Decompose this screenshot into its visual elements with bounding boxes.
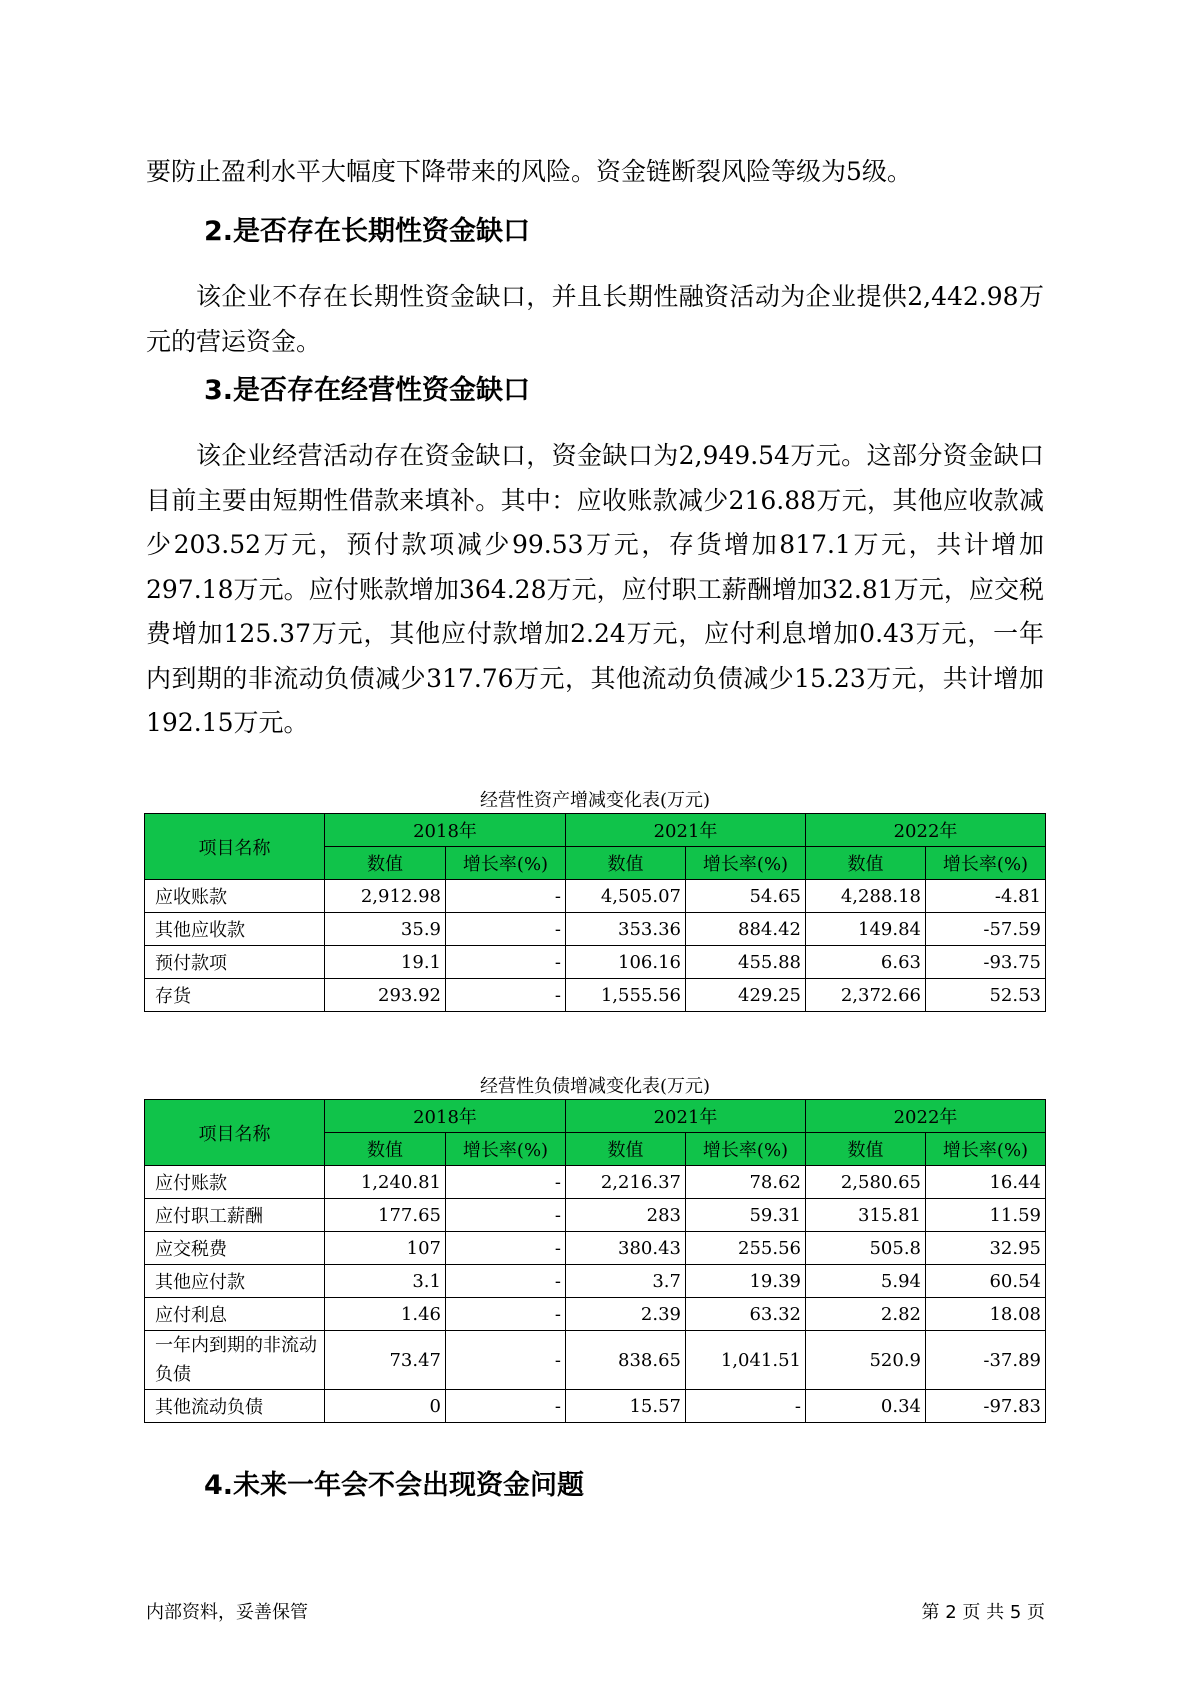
value-cell: 2,216.37 (566, 1166, 686, 1199)
value-cell: 2,372.66 (806, 979, 926, 1012)
growth-rate-cell: 884.42 (686, 913, 806, 946)
growth-rate-subheader: 增长率(%) (686, 847, 806, 880)
value-cell: 15.57 (566, 1390, 686, 1423)
value-cell: 1,555.56 (566, 979, 686, 1012)
item-name-header: 项目名称 (145, 1100, 325, 1166)
growth-rate-cell: -37.89 (926, 1331, 1046, 1390)
table-row (145, 1298, 1046, 1331)
growth-rate-cell: - (446, 1166, 566, 1199)
value-cell: 1,240.81 (325, 1166, 446, 1199)
value-subheader: 数值 (806, 1133, 926, 1166)
value-cell: 35.9 (325, 913, 446, 946)
table-row (145, 1166, 1046, 1199)
row-item-name: 其他应收款 (145, 913, 325, 946)
value-cell: 107 (325, 1232, 446, 1265)
growth-rate-cell: -93.75 (926, 946, 1046, 979)
growth-rate-subheader: 增长率(%) (926, 847, 1046, 880)
assets-table-body (145, 880, 1046, 1012)
paragraph-operating-gap: 该企业经营活动存在资金缺口，资金缺口为2,949.54万元。这部分资金缺口目前主要由短期性借款来填补。其中：应收账款减少216.88万元，其他应收款减少203.52万元，预付款项减少99.53万元，存货增加817.1万元，共计增加297.18万元。应付账款增加364.28万元，应付职工薪酬增加32.81万元，应交税费增加125.37万元，其他应付款增加2.24万元，应付利息增加0.43万元，一年内到期的非流动负债减少317.76万元，其他流动负债减少15.23万元，共计增加192.15万元。 (146, 441, 1044, 737)
table-row (145, 946, 1046, 979)
value-cell: 3.1 (325, 1265, 446, 1298)
growth-rate-cell: 11.59 (926, 1199, 1046, 1232)
value-cell: 293.92 (325, 979, 446, 1012)
growth-rate-cell: 255.56 (686, 1232, 806, 1265)
row-item-name: 其他应付款 (145, 1265, 325, 1298)
value-subheader: 数值 (806, 847, 926, 880)
section-heading-long-term-gap: 2.是否存在长期性资金缺口 (204, 216, 531, 247)
growth-rate-cell: 59.31 (686, 1199, 806, 1232)
growth-rate-cell: - (446, 1390, 566, 1423)
value-cell: 520.9 (806, 1331, 926, 1390)
row-item-name: 应付职工薪酬 (145, 1199, 325, 1232)
value-cell: 315.81 (806, 1199, 926, 1232)
value-cell: 0 (325, 1390, 446, 1423)
growth-rate-cell: 19.39 (686, 1265, 806, 1298)
growth-rate-cell: 78.62 (686, 1166, 806, 1199)
operating-assets-table (144, 813, 1046, 1012)
year-header: 2022年 (806, 1100, 1046, 1133)
value-cell: 6.63 (806, 946, 926, 979)
value-cell: 4,505.07 (566, 880, 686, 913)
table-row (145, 1265, 1046, 1298)
value-cell: 2.39 (566, 1298, 686, 1331)
operating-liabilities-table (144, 1099, 1046, 1423)
row-item-name: 应付利息 (145, 1298, 325, 1331)
paragraph-long-term-gap: 该企业不存在长期性资金缺口，并且长期性融资活动为企业提供2,442.98万元的营运资金。 (146, 282, 1044, 356)
growth-rate-cell: - (446, 913, 566, 946)
row-item-name: 一年内到期的非流动负债 (145, 1331, 325, 1390)
table-row (145, 1199, 1046, 1232)
year-header: 2018年 (325, 1100, 566, 1133)
value-subheader: 数值 (566, 1133, 686, 1166)
growth-rate-subheader: 增长率(%) (446, 847, 566, 880)
value-subheader: 数值 (325, 847, 446, 880)
value-cell: 1.46 (325, 1298, 446, 1331)
value-cell: 4,288.18 (806, 880, 926, 913)
value-cell: 353.36 (566, 913, 686, 946)
value-cell: 5.94 (806, 1265, 926, 1298)
row-item-name: 存货 (145, 979, 325, 1012)
growth-rate-subheader: 增长率(%) (446, 1133, 566, 1166)
item-name-header: 项目名称 (145, 814, 325, 880)
table-row (145, 979, 1046, 1012)
row-item-name: 应收账款 (145, 880, 325, 913)
year-header: 2022年 (806, 814, 1046, 847)
value-subheader: 数值 (325, 1133, 446, 1166)
table-caption-assets: 经营性资产增减变化表(万元) (479, 790, 711, 811)
value-cell: 0.34 (806, 1390, 926, 1423)
value-cell: 106.16 (566, 946, 686, 979)
growth-rate-cell: 16.44 (926, 1166, 1046, 1199)
growth-rate-cell: -4.81 (926, 880, 1046, 913)
row-item-name: 预付款项 (145, 946, 325, 979)
growth-rate-cell: -97.83 (926, 1390, 1046, 1423)
growth-rate-subheader: 增长率(%) (926, 1133, 1046, 1166)
value-cell: 2.82 (806, 1298, 926, 1331)
growth-rate-subheader: 增长率(%) (686, 1133, 806, 1166)
year-header: 2021年 (566, 814, 806, 847)
row-item-name: 应交税费 (145, 1232, 325, 1265)
value-cell: 73.47 (325, 1331, 446, 1390)
growth-rate-cell: 63.32 (686, 1298, 806, 1331)
growth-rate-cell: - (446, 946, 566, 979)
year-header: 2018年 (325, 814, 566, 847)
section-heading-next-year: 4.未来一年会不会出现资金问题 (204, 1470, 585, 1501)
table-row (145, 1390, 1046, 1423)
growth-rate-cell: 32.95 (926, 1232, 1046, 1265)
table-row (145, 913, 1046, 946)
value-cell: 380.43 (566, 1232, 686, 1265)
table-row (145, 1331, 1046, 1390)
footer-page-number: 第 2 页 共 5 页 (921, 1602, 1045, 1623)
growth-rate-cell: 18.08 (926, 1298, 1046, 1331)
growth-rate-cell: - (446, 1265, 566, 1298)
value-cell: 2,580.65 (806, 1166, 926, 1199)
growth-rate-cell: 429.25 (686, 979, 806, 1012)
section-heading-operating-gap: 3.是否存在经营性资金缺口 (204, 375, 531, 406)
growth-rate-cell: - (446, 1199, 566, 1232)
year-header: 2021年 (566, 1100, 806, 1133)
value-cell: 838.65 (566, 1331, 686, 1390)
value-cell: 2,912.98 (325, 880, 446, 913)
growth-rate-cell: - (446, 880, 566, 913)
growth-rate-cell: - (446, 1232, 566, 1265)
growth-rate-cell: 52.53 (926, 979, 1046, 1012)
table-row (145, 880, 1046, 913)
growth-rate-cell: -57.59 (926, 913, 1046, 946)
row-item-name: 其他流动负债 (145, 1390, 325, 1423)
value-cell: 177.65 (325, 1199, 446, 1232)
table-caption-liabilities: 经营性负债增减变化表(万元) (479, 1076, 711, 1097)
growth-rate-cell: - (446, 1331, 566, 1390)
value-cell: 283 (566, 1199, 686, 1232)
value-cell: 3.7 (566, 1265, 686, 1298)
liabilities-table-body (145, 1166, 1046, 1423)
paragraph-risk-level: 要防止盈利水平大幅度下降带来的风险。资金链断裂风险等级为5级。 (146, 157, 912, 186)
growth-rate-cell: - (686, 1390, 806, 1423)
growth-rate-cell: 54.65 (686, 880, 806, 913)
row-item-name: 应付账款 (145, 1166, 325, 1199)
value-cell: 19.1 (325, 946, 446, 979)
footer-confidential-note: 内部资料，妥善保管 (146, 1602, 308, 1623)
value-cell: 149.84 (806, 913, 926, 946)
growth-rate-cell: 1,041.51 (686, 1331, 806, 1390)
value-subheader: 数值 (566, 847, 686, 880)
growth-rate-cell: - (446, 979, 566, 1012)
value-cell: 505.8 (806, 1232, 926, 1265)
growth-rate-cell: - (446, 1298, 566, 1331)
growth-rate-cell: 455.88 (686, 946, 806, 979)
table-row (145, 1232, 1046, 1265)
growth-rate-cell: 60.54 (926, 1265, 1046, 1298)
